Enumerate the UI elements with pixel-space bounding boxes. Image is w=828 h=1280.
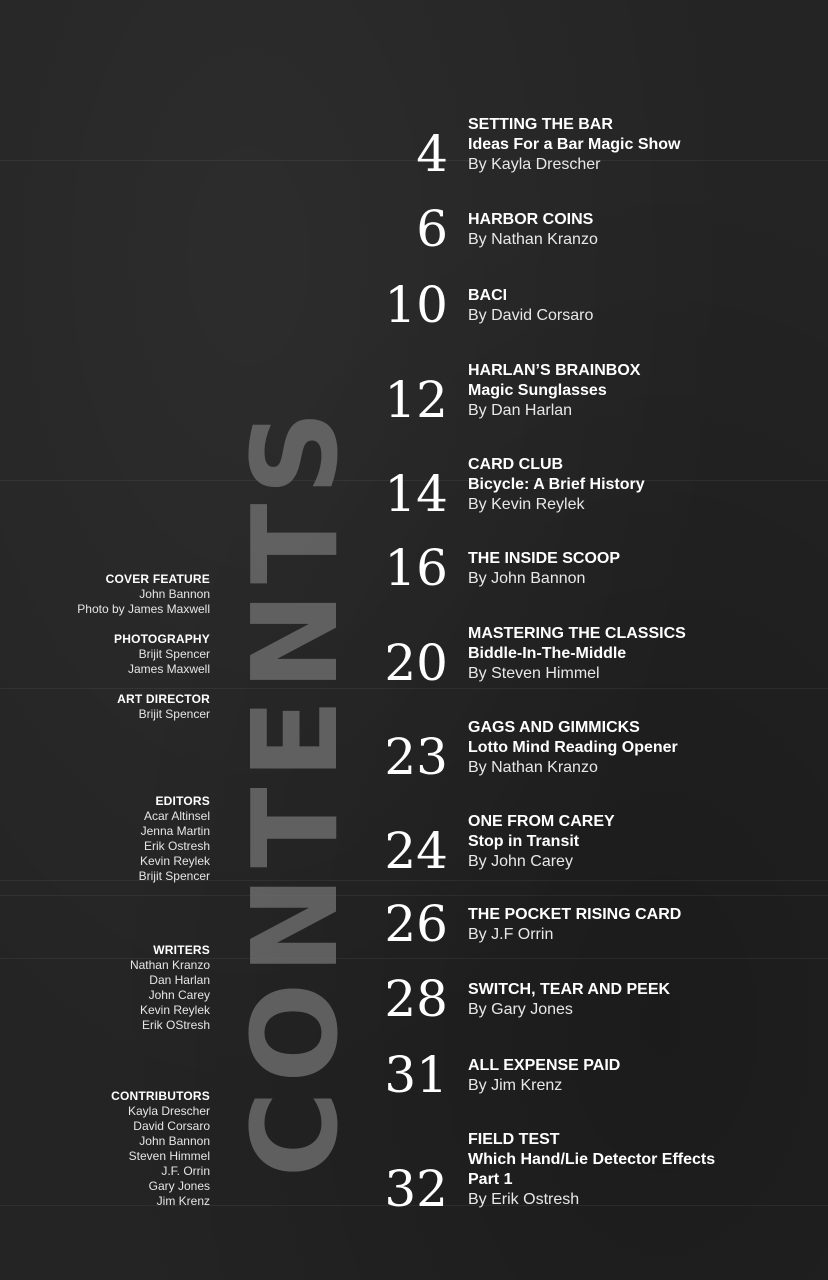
entry-text	[468, 624, 808, 684]
entry-text	[468, 286, 808, 326]
credit-heading: CONTRIBUTORS	[111, 1089, 210, 1103]
page-number: 23	[384, 728, 448, 786]
entry-subtitle: Biddle-In-The-Middle	[468, 645, 627, 662]
toc-entry[interactable]	[388, 115, 808, 183]
entry-byline: By Erik Ostresh	[468, 1191, 580, 1208]
entry-text	[468, 361, 808, 421]
credit-name: Brijit Spencer	[138, 707, 210, 721]
page-number: 28	[384, 970, 448, 1028]
credit-heading: ART DIRECTOR	[117, 692, 210, 706]
entry-subtitle: Lotto Mind Reading Opener	[468, 739, 678, 756]
entry-text	[468, 905, 808, 945]
credit-heading: COVER FEATURE	[105, 572, 210, 586]
page-number: 31	[384, 1046, 448, 1104]
credit-name: Kevin Reylek	[139, 1003, 210, 1017]
page-number: 4	[416, 125, 448, 183]
entry-byline: By Kevin Reylek	[468, 496, 585, 513]
toc-entry[interactable]	[384, 539, 808, 597]
toc-entry[interactable]	[384, 624, 808, 692]
credit-group	[10, 1088, 210, 1209]
credit-group	[10, 793, 210, 884]
page-number: 26	[384, 895, 448, 953]
credit-name: John Carey	[148, 988, 210, 1002]
entry-text	[468, 980, 808, 1020]
toc-entry[interactable]	[384, 361, 808, 429]
page-number: 24	[384, 822, 448, 880]
toc-entry[interactable]	[384, 276, 808, 334]
toc-entry[interactable]	[384, 1130, 808, 1218]
credit-name: Brijit Spencer	[138, 869, 210, 883]
entry-subtitle: Part 1	[468, 1171, 513, 1188]
entry-byline: By J.F Orrin	[468, 926, 554, 943]
page-number: 10	[384, 276, 448, 334]
entry-text	[468, 210, 808, 250]
credit-name: Nathan Kranzo	[129, 958, 210, 972]
entry-subtitle: Magic Sunglasses	[468, 382, 607, 399]
entry-subtitle: Ideas For a Bar Magic Show	[468, 136, 681, 153]
credit-name: Jim Krenz	[156, 1194, 210, 1208]
credit-heading: WRITERS	[153, 943, 210, 957]
entry-title: SETTING THE BAR	[468, 116, 613, 133]
entry-title: SWITCH, TEAR AND PEEK	[468, 981, 671, 998]
page-number: 32	[384, 1160, 448, 1218]
credit-name: Jenna Martin	[140, 824, 210, 838]
toc-entry[interactable]	[384, 895, 808, 953]
entry-subtitle: Stop in Transit	[468, 833, 580, 850]
credit-name: Acar Altinsel	[143, 809, 210, 823]
credit-name: David Corsaro	[133, 1119, 210, 1133]
toc-entry[interactable]	[384, 970, 808, 1028]
entry-byline: By Nathan Kranzo	[468, 759, 598, 776]
entry-text	[468, 455, 808, 515]
toc-entry[interactable]	[384, 718, 808, 786]
entry-title: THE INSIDE SCOOP	[468, 550, 621, 567]
credit-name: Photo by James Maxwell	[77, 602, 210, 616]
credit-heading: EDITORS	[155, 794, 210, 808]
entry-title: GAGS AND GIMMICKS	[468, 719, 640, 736]
credit-name: Dan Harlan	[149, 973, 210, 987]
toc-entry[interactable]	[384, 812, 808, 880]
credit-group	[10, 691, 210, 722]
credit-name: Steven Himmel	[128, 1149, 210, 1163]
credit-name: James Maxwell	[127, 662, 210, 676]
credit-group	[10, 942, 210, 1033]
entry-byline: By Kayla Drescher	[468, 156, 601, 173]
page-number: 12	[384, 371, 448, 429]
credit-name: Erik Ostresh	[143, 839, 210, 853]
page-number: 14	[384, 465, 448, 523]
credit-name: J.F. Orrin	[161, 1164, 210, 1178]
entry-byline: By Nathan Kranzo	[468, 231, 598, 248]
entry-title: THE POCKET RISING CARD	[468, 906, 682, 923]
entry-text	[468, 549, 808, 589]
page-number: 20	[384, 634, 448, 692]
toc-entry[interactable]	[384, 1046, 808, 1104]
entry-title: BACI	[468, 287, 508, 304]
entry-title: CARD CLUB	[468, 456, 564, 473]
entry-byline: By Jim Krenz	[468, 1077, 563, 1094]
entry-title: ALL EXPENSE PAID	[468, 1057, 621, 1074]
entry-byline: By Gary Jones	[468, 1001, 573, 1018]
entry-title: MASTERING THE CLASSICS	[468, 625, 686, 642]
page-number: 16	[384, 539, 448, 597]
credit-name: Kayla Drescher	[127, 1104, 210, 1118]
toc-entry[interactable]	[384, 455, 808, 523]
credit-name: Brijit Spencer	[138, 647, 210, 661]
entry-text	[468, 115, 808, 175]
toc-entry[interactable]	[388, 200, 808, 258]
entry-subtitle: Which Hand/Lie Detector Effects	[468, 1151, 716, 1168]
entry-byline: By Steven Himmel	[468, 665, 600, 682]
page-title: CONTENTS	[226, 402, 364, 1178]
entry-byline: By John Carey	[468, 853, 573, 870]
credit-group	[10, 571, 210, 617]
entry-text	[468, 1130, 808, 1210]
entry-byline: By David Corsaro	[468, 307, 594, 324]
entry-text	[468, 812, 808, 872]
credit-name: Erik OStresh	[141, 1018, 210, 1032]
credit-name: John Bannon	[139, 1134, 210, 1148]
entry-title: FIELD TEST	[468, 1131, 560, 1148]
entry-title: HARLAN’S BRAINBOX	[468, 362, 641, 379]
page-number: 6	[416, 200, 448, 258]
entry-byline: By Dan Harlan	[468, 402, 573, 419]
entry-title: HARBOR COINS	[468, 211, 594, 228]
entry-text	[468, 718, 808, 778]
entry-title: ONE FROM CAREY	[468, 813, 615, 830]
credit-name: Kevin Reylek	[139, 854, 210, 868]
credit-group	[10, 631, 210, 677]
entry-text	[468, 1056, 808, 1096]
credit-heading: PHOTOGRAPHY	[114, 632, 210, 646]
credit-name: Gary Jones	[148, 1179, 210, 1193]
credit-name: John Bannon	[139, 587, 210, 601]
entry-byline: By John Bannon	[468, 570, 586, 587]
entry-subtitle: Bicycle: A Brief History	[468, 476, 645, 493]
